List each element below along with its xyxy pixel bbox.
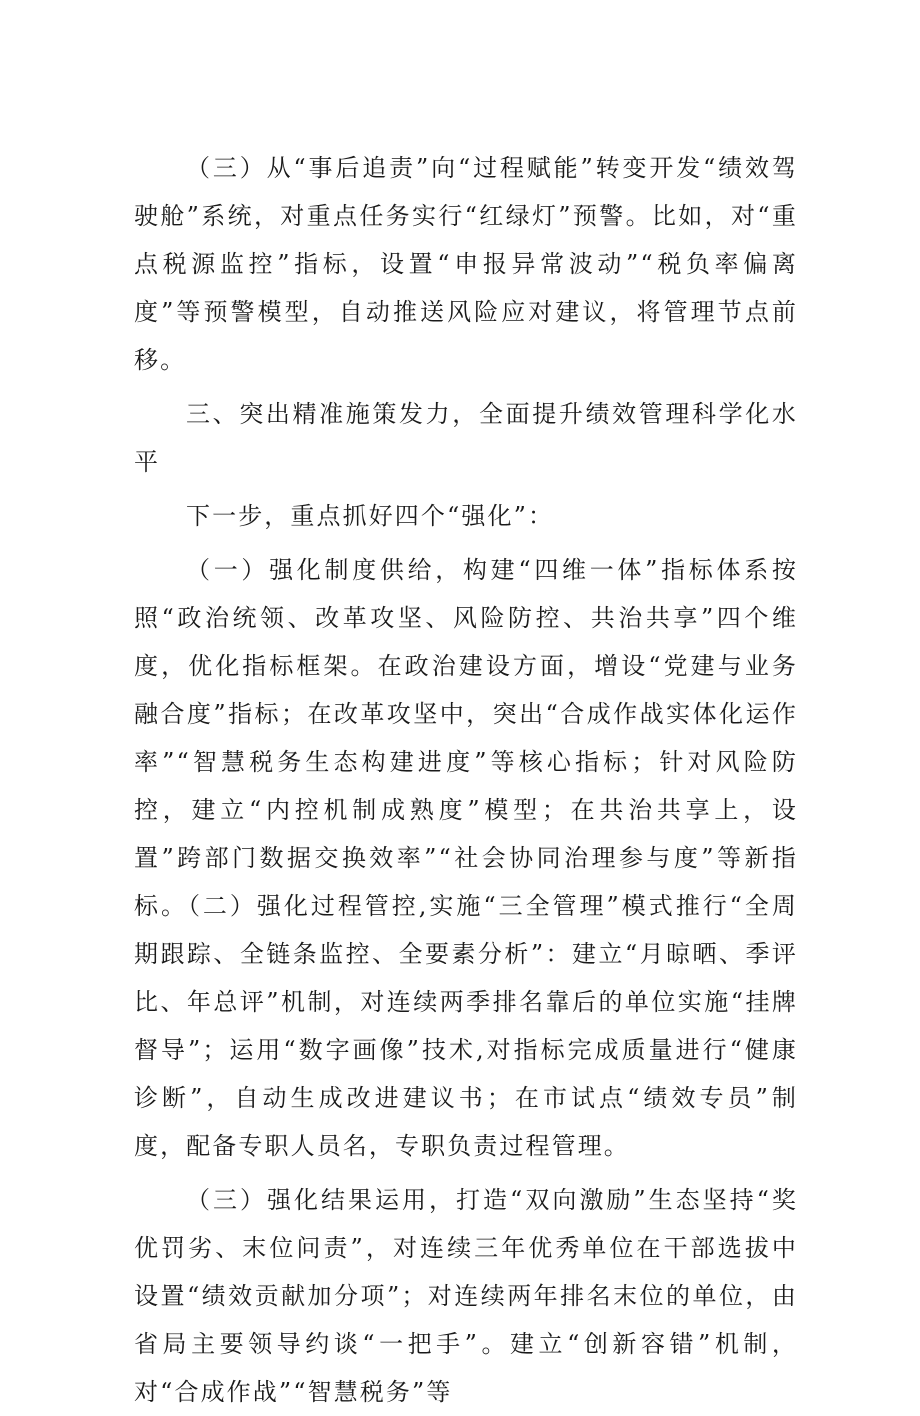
document-body bbox=[134, 144, 798, 1416]
paragraph-next-step: 下一步，重点抓好四个“强化”： bbox=[186, 502, 555, 530]
paragraph-process-empowerment: （三）从“事后追责”向“过程赋能”转变开发“绩效驾驶舱”系统，对重点任务实行“红绿灯”预警。比如，对“重点税源监控”指标，设置“申报异常波动”“税负率偏离度”等预警模型，自动推送风险应对建议，将管理节点前移。 bbox=[134, 154, 798, 374]
paragraph-result-application: （三）强化结果运用，打造“双向激励”生态坚持“奖优罚劣、末位问责”，对连续三年优秀单位在干部选拔中设置“绩效贡献加分项”；对连续两年排名末位的单位，由省局主要领导约谈“一把手”。建立“创新容错”机制，对“合成作战”“智慧税务”等 bbox=[134, 1186, 798, 1406]
paragraph-system-supply: （一）强化制度供给，构建“四维一体”指标体系按照“政治统领、改革攻坚、风险防控、共治共享”四个维度，优化指标框架。在政治建设方面，增设“党建与业务融合度”指标；在改革攻坚中，突出“合成作战实体化运作率”“智慧税务生态构建进度”等核心指标；针对风险防控，建立“内控机制成熟度”模型；在共治共享上，设置”跨部门数据交换效率”“社会协同治理参与度”等新指标。（二）强化过程管控,实施“三全管理”模式推行“全周期跟踪、全链条监控、全要素分析”：建立“月晾晒、季评比、年总评”机制，对连续两季排名靠后的单位实施“挂牌督导”；运用“数字画像”技术,对指标完成质量进行“健康诊断”，自动生成改进建议书；在市试点“绩效专员”制度，配备专职人员名，专职负责过程管理。 bbox=[134, 556, 798, 1160]
section-heading-three: 三、突出精准施策发力，全面提升绩效管理科学化水平 bbox=[134, 400, 798, 476]
